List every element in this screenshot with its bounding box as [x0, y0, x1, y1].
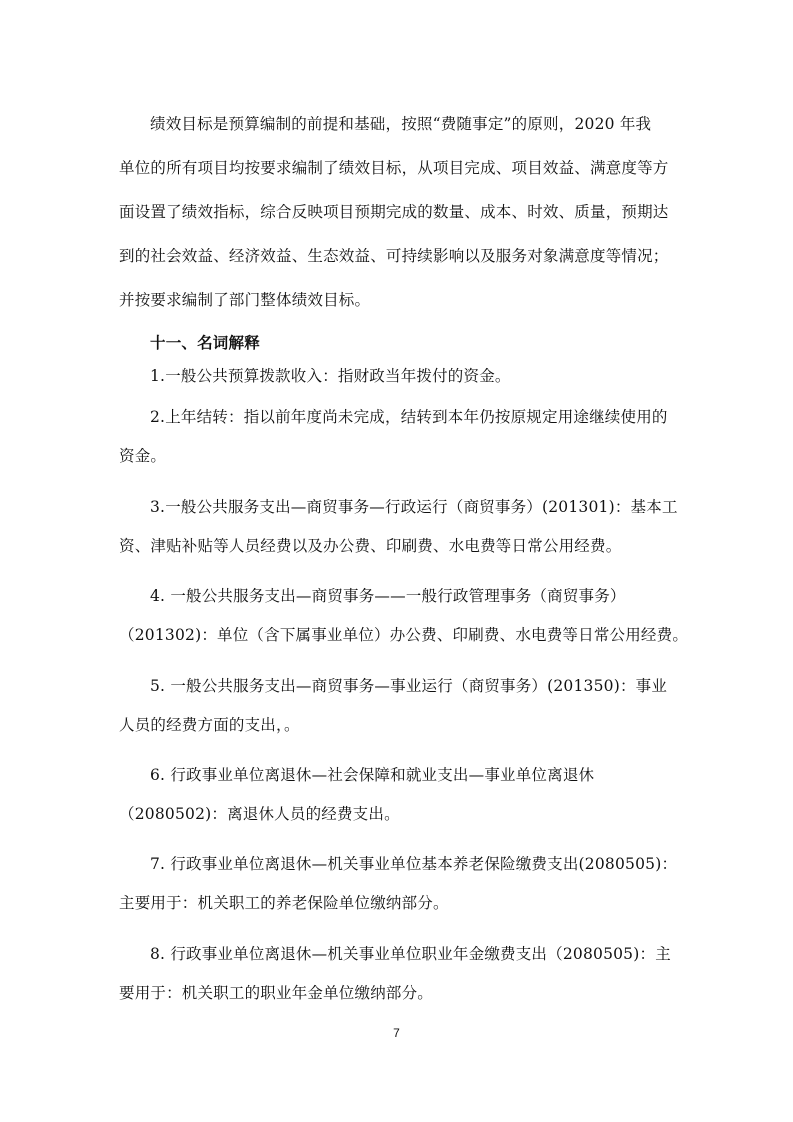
- intro-line-5: 并按要求编制了部门整体绩效目标。: [119, 291, 371, 309]
- definition-7-line-2: 主要用于：机关职工的养老保险单位缴纳部分。: [119, 894, 449, 912]
- definition-5-line-2: 人员的经费方面的支出，。: [119, 716, 300, 734]
- definition-6-line-1: 6. 行政事业单位离退休—社会保障和就业支出—事业单位离退休: [150, 766, 595, 784]
- definition-8-line-2: 要用于：机关职工的职业年金单位缴纳部分。: [119, 984, 434, 1002]
- definition-2-line-1: 2.上年结转：指以前年度尚未完成，结转到本年仍按原规定用途继续使用的: [150, 408, 668, 426]
- definition-2-line-2: 资金。: [119, 447, 167, 465]
- definition-4-line-1: 4. 一般公共服务支出—商贸事务——一般行政管理事务（商贸事务）: [150, 587, 626, 605]
- section-heading: 十一、名词解释: [150, 334, 260, 352]
- intro-line-1: 绩效目标是预算编制的前提和基础，按照“费随事定”的原则，2020 年我: [150, 115, 652, 133]
- intro-line-2: 单位的所有项目均按要求编制了绩效目标，从项目完成、项目效益、满意度等方: [119, 159, 669, 177]
- definition-1-line-1: 1.一般公共预算拨款收入：指财政当年拨付的资金。: [150, 367, 511, 385]
- definition-6-line-2: （2080502)：离退休人员的经费支出。: [119, 805, 400, 823]
- definition-7-line-1: 7. 行政事业单位离退休—机关事业单位基本养老保险缴费支出(2080505)：: [150, 855, 678, 873]
- intro-line-3: 面设置了绩效指标，综合反映项目预期完成的数量、成本、时效、质量，预期达: [119, 203, 669, 221]
- page-number: 7: [393, 1026, 400, 1040]
- definition-5-line-1: 5. 一般公共服务支出—商贸事务—事业运行（商贸事务）(201350)：事业: [150, 677, 668, 695]
- definition-3-line-2: 资、津贴补贴等人员经费以及办公费、印刷费、水电费等日常公用经费。: [119, 537, 622, 555]
- definition-4-line-2: （201302)：单位（含下属事业单位）办公费、印刷费、水电费等日常公用经费。: [119, 626, 689, 644]
- definition-3-line-1: 3.一般公共服务支出—商贸事务—行政运行（商贸事务）(201301)：基本工: [150, 498, 678, 516]
- definition-8-line-1: 8. 行政事业单位离退休—机关事业单位职业年金缴费支出（2080505)：主: [150, 945, 671, 963]
- intro-line-4: 到的社会效益、经济效益、生态效益、可持续影响以及服务对象满意度等情况；: [119, 247, 669, 265]
